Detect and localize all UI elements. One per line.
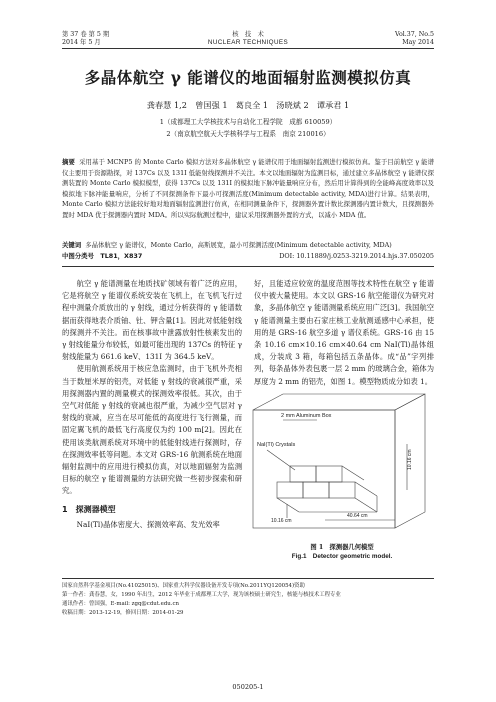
clc-text: 中图分类号 TL81，X837 — [62, 252, 143, 260]
section-heading-1: 1 探测器模型 — [62, 504, 116, 514]
footnote-corresponding: 通讯作者：曾国强，E-mail: zgq@cdut.edu.cn — [62, 601, 179, 607]
figure-caption-cn: 图 1 探测器几何模型 — [310, 544, 374, 551]
box-front-face — [253, 410, 395, 528]
abstract-label: 摘要 — [62, 158, 75, 166]
author-list: 龚春慧 1,2 曾国强 1 葛良全 1 汤晓斌 2 谭承君 1 — [146, 100, 350, 110]
footnotes — [62, 582, 434, 618]
keywords-text: 多晶体航空 γ 能谱仪，Monte Carlo，高斯展宽，最小可探测活度(Minimum detectable activity, MDA) — [85, 241, 392, 249]
page-number: 050205-1 — [232, 683, 264, 691]
footnote-dates: 收稿日期：2013-12-19，修回日期：2014-01-29 — [62, 610, 184, 616]
paragraph-right-1: 好，且能适应较宽的温度范围等技术特性在航空 γ 能谱仪中被大量使用。本文以 GRS-16 航空能谱仪为研究对象，多晶体航空 γ 能谱测量系统应用广泛[3]。我国航空 γ 能谱测量主要由石家庄核工业航测遥感中心承担，使用的是 GRS-16 航空多道 γ 谱仪系统。GRS-16 由 15 条 10.16 cm×10.16 cm×40.64 cm NaI(Tl)晶体组成，分装成 3 箱，每箱包括五条晶体。成“品”字列排列，每条晶体外表包裹一层 2 mm 的玻璃合金，箱体为厚度为 2 mm 的铝壳，如图 1。模型物质成分如表 1。 — [254, 279, 434, 386]
dim-label-b: 10.16 cm — [271, 518, 292, 524]
detector-diagram — [247, 386, 437, 536]
abstract — [62, 157, 434, 220]
paper-title: 多晶体航空 γ 能谱仪的地面辐射监测模拟仿真 — [84, 68, 412, 87]
keywords-label: 关键词 — [62, 241, 82, 249]
doi — [62, 251, 434, 262]
paragraph-intro-2: 使用航测系统用于核应急监测时，由于飞机外壳相当于数厘米厚的铝壳，对低能 γ 射线的衰减很严重，采用探测器内置的测量模式的探测效率很低。其次，由于空气对低能 γ 射线的衰减也很严重，为减少空气层对 γ 射线的衰减，应当在尽可能低的高度进行飞行测量，而固定翼飞机的最低飞行高度仅为约 100 m[2]。因此在使用该类航测系统对环境中的低能射线进行探测时，存在探测效率低等问题。本文对 GRS-16 航测系统在地面辐射监测中的应用进行模拟仿真，对以地面辐射为监测目标的航空 γ 能谱测量的方法研究做一些初步探索和研究。 — [62, 364, 242, 496]
label-crystals: NaI(Tl) Crystals — [257, 442, 296, 448]
header-journal-cn: 核 技 术 — [232, 31, 264, 38]
header-journal-en: NUCLEAR TECHNIQUES — [207, 39, 289, 46]
label-aluminum: 2 mm Aluminum Box — [281, 413, 332, 419]
footnote-rule — [62, 578, 434, 579]
dim-label-a: 10.16 cm — [407, 449, 413, 470]
figure-caption-en: Fig.1 Detector geometric model. — [291, 553, 393, 560]
header-volume-en: Vol.37, No.5 — [395, 31, 434, 38]
left-column — [62, 278, 242, 531]
dim-label-c: 40.64 cm — [347, 513, 368, 519]
footnote-funding: 国家自然科学基金项目(No.41025015)、国家重大科学仪器设备开发专项(No.2011YQ120054)资助 — [62, 583, 305, 589]
footnote-first-author: 第一作者：龚春慧，女，1990 年出生，2012 年毕业于成都理工大学，现为该校硕士研究生，核能与核技术工程专业 — [62, 592, 341, 598]
paragraph-section-1: NaI(Tl)晶体密度大、探测效率高、发光效率 — [76, 519, 220, 529]
affiliation-2: 2（南京航空航天大学核科学与工程系 南京 210016） — [166, 130, 330, 138]
right-column — [254, 278, 434, 388]
abstract-rule — [62, 266, 434, 267]
abstract-text: 采用基于 MCNP5 的 Monte Carlo 模拟方法对多晶体航空 γ 能谱仪用于地面辐射监测进行模拟仿真。鉴于目前航空 γ 能谱仪主要用于资源勘探，对 137Cs 以及 131I 低能射线探测并不关注。本文以地面辐射为监测目标，通过建立多晶体航空 γ 能谱仪探测装置的 Monte Carlo 模拟模型，获得 137Cs 以及 131I 的模拟地下脉冲能量响应分布，然后用计算得到的全能峰高度效率以及模拟地下脉冲能量响应，分析了不同探测条件下最小可探测活度(Minimum detectable activity, MDA)进行计算。结果表明，Monte Carlo 模拟方法能较好地对地面辐射监测进行仿真，在相同测量条件下，探测器外置计数比探测器内置计数大，且探测器外置时 MDA 优于探测器内置时 MDA。所以实际航测过程中，建议采用探测器外置的方式，以减小 MDA 值。 — [62, 158, 434, 219]
leader-crystals — [267, 450, 295, 470]
crystal-group — [277, 466, 377, 512]
keywords — [62, 240, 434, 251]
header-volume-cn: 第 37 卷 第 5 期 — [62, 31, 110, 38]
header-rule — [62, 48, 434, 49]
paragraph-intro-1: 航空 γ 能谱测量在地质找矿领域有着广泛的应用，它是将航空 γ 能谱仪系统安装在飞机上，在飞机飞行过程中测量介质放出的 γ 射线，通过分析获得的 γ 能谱数据而获得地表介质铀、钍、钾含量[1]。因此对低能射线的探测并不关注。而在核事故中泄露放射性核素发出的 γ 射线能量分布较低，如最可能出现的 137Cs 的特征 γ 射线能量为 661.6 keV、131I 为 364.5 keV。 — [62, 279, 242, 362]
doi-text: DOI: 10.11889/j.0253-3219.2014.hjs.37.050205 — [279, 252, 434, 260]
figure-detector-model — [247, 386, 437, 536]
header-date-cn: 2014 年 5 月 — [62, 39, 101, 46]
affiliation-1: 1（成都理工大学核技术与自动化工程学院 成都 610059） — [159, 118, 337, 126]
header-date-en: May 2014 — [402, 39, 434, 46]
